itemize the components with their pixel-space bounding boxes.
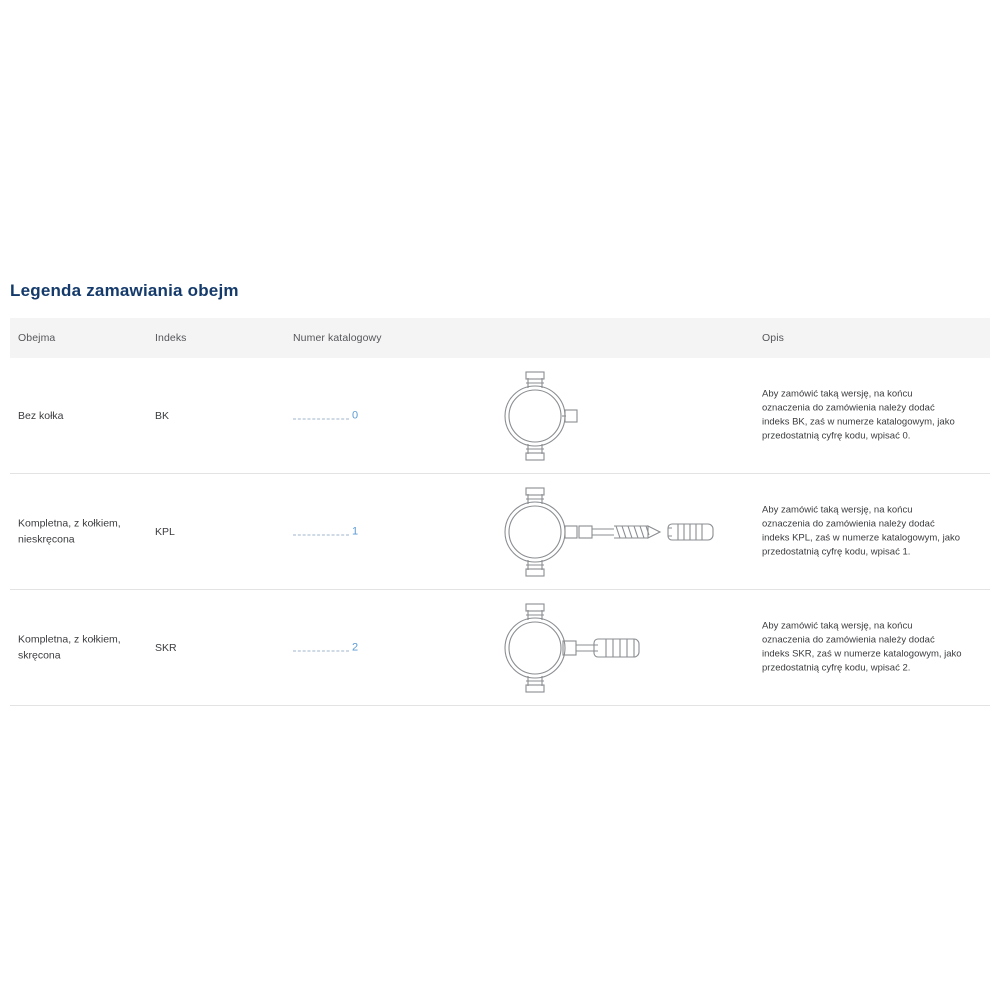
cell-catalog-number [293,410,443,421]
legend-table [10,318,990,706]
cell-description: Aby zamówić taką wersję, na końcu oznaczenia do zamówienia należy dodać indeks SKR, zaś w numerze katalogowym, jako przedostatnią cyfrę kodu, wpisać 2. [762,620,962,674]
column-header-description: Opis [762,332,784,344]
table-row [10,590,990,706]
clamp-only-diagram [450,366,750,466]
cell-catalog-number [293,526,443,537]
page-title: Legenda zamawiania obejm [10,281,239,300]
column-header-index: Indeks [155,332,187,344]
table-row [10,474,990,590]
cell-description: Aby zamówić taką wersję, na końcu oznaczenia do zamówienia należy dodać indeks BK, zaś w numerze katalogowym, jako przedostatnią cyfrę kodu, wpisać 0. [762,388,955,442]
cell-catalog-number [293,642,443,653]
cell-index: SKR [155,641,177,654]
cell-clamp-name: Kompletna, z kołkiem, skręcona [18,633,121,662]
catalog-number-dashes [293,534,349,535]
table-header-row [10,318,990,358]
cell-index: BK [155,409,170,422]
catalog-number-digit: 0 [352,409,359,421]
column-header-catalog-number: Numer katalogowy [293,332,382,344]
cell-index: KPL [155,525,175,538]
clamp-with-loose-dowel-diagram [450,482,750,582]
catalog-number-dashes [293,418,349,419]
column-header-clamp: Obejma [18,332,56,344]
catalog-number-digit: 1 [352,525,359,537]
table-row [10,358,990,474]
clamp-with-assembled-dowel-diagram [450,598,750,698]
cell-description: Aby zamówić taką wersję, na końcu oznaczenia do zamówienia należy dodać indeks KPL, zaś w numerze katalogowym, jako przedostatnią cyfrę kodu, wpisać 1. [762,504,961,558]
cell-clamp-name: Bez kołka [18,409,64,422]
catalog-number-dashes [293,650,349,651]
catalog-number-digit: 2 [352,641,359,653]
cell-clamp-name: Kompletna, z kołkiem, nieskręcona [18,517,121,546]
